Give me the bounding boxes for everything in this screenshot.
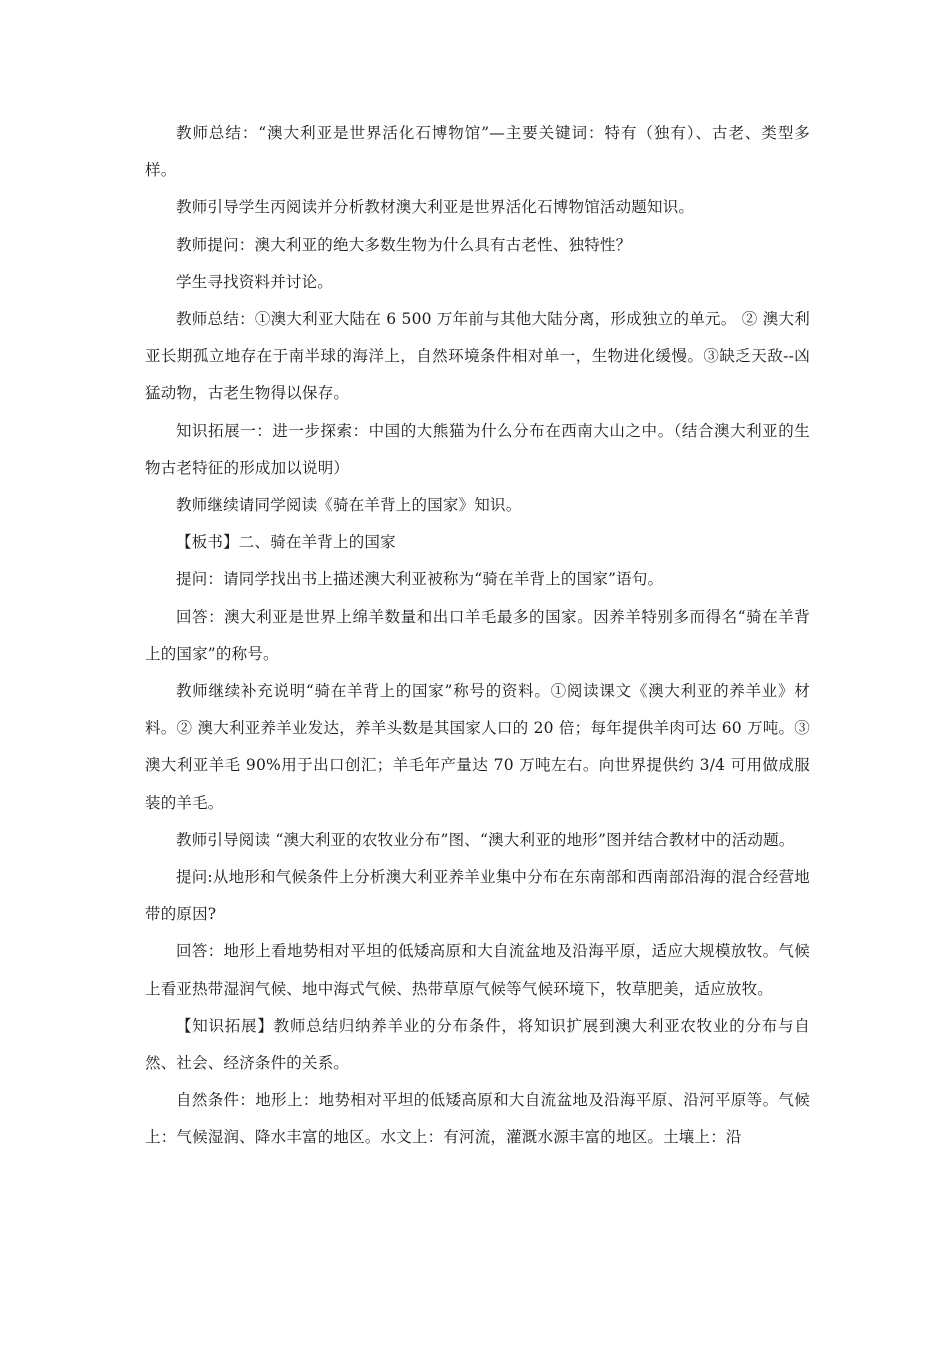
paragraph-teacher-question: 教师提问：澳大利亚的绝大多数生物为什么具有古老性、独特性？ xyxy=(176,235,632,254)
paragraph-knowledge-extension-one: 知识拓展一：进一步探索：中国的大熊猫为什么分布在西南大山之中。（结合澳大利亚的生物古老特征的形成加以说明） xyxy=(145,421,810,477)
paragraph-teacher-guide: 教师引导学生丙阅读并分析教材澳大利亚是世界活化石博物馆活动题知识。 xyxy=(176,198,695,217)
paragraph-guide-maps: 教师引导阅读 “澳大利亚的农牧业分布”图、“澳大利亚的地形”图并结合教材中的活动题。 xyxy=(176,830,795,849)
paragraph-teacher-summary: 教师总结：“澳大利亚是世界活化石博物馆”—主要关键词：特有（独有）、古老、类型多样。 xyxy=(145,124,810,180)
paragraph-answer-distribution: 回答：地形上看地势相对平坦的低矮高原和大自流盆地及沿海平原，适应大规模放牧。气候上看亚热带湿润气候、地中海式气候、热带草原气候等气候环境下，牧草肥美，适应放牧。 xyxy=(145,942,810,998)
paragraph-knowledge-extension: 【知识拓展】教师总结归纳养羊业的分布条件，将知识扩展到澳大利亚农牧业的分布与自然、社会、经济条件的关系。 xyxy=(145,1016,810,1073)
paragraph-question-distribution: 提问:从地形和气候条件上分析澳大利亚养羊业集中分布在东南部和西南部沿海的混合经营地带的原因? xyxy=(145,868,810,924)
paragraph-question-sheep: 提问：请同学找出书上描述澳大利亚被称为“骑在羊背上的国家”语句。 xyxy=(176,570,664,589)
paragraph-supplement-sheep: 教师继续补充说明“骑在羊背上的国家”称号的资料。①阅读课文《澳大利亚的养羊业》材料。② 澳大利亚养羊业发达，养羊头数是其国家人口的 20 倍；每年提供羊肉可达 60 万吨。③澳大利亚羊毛 90%用于出口创汇；羊毛年产量达 70 万吨左右。向世界提供约 3/4 可用做成服装的羊毛。 xyxy=(145,682,810,812)
paragraph-natural-conditions: 自然条件：地形上：地势相对平坦的低矮高原和大自流盆地及沿海平原、沿河平原等。气候上：气候湿润、降水丰富的地区。水文上：有河流，灌溉水源丰富的地区。土壤上：沿 xyxy=(145,1091,810,1147)
paragraph-teacher-reading: 教师继续请同学阅读《骑在羊背上的国家》知识。 xyxy=(176,496,522,515)
paragraph-board-title: 【板书】二、骑在羊背上的国家 xyxy=(176,533,396,552)
document-page xyxy=(145,115,810,1157)
paragraph-teacher-summary-reasons: 教师总结：①澳大利亚大陆在 6 500 万年前与其他大陆分离，形成独立的单元。 ② 澳大利亚长期孤立地存在于南半球的海洋上，自然环境条件相对单一，生物进化缓慢。③缺乏天敌--凶猛动物，古老生物得以保存。 xyxy=(145,310,810,403)
paragraph-answer-sheep: 回答：澳大利亚是世界上绵羊数量和出口羊毛最多的国家。因养羊特别多而得名“骑在羊背上的国家”的称号。 xyxy=(145,607,810,663)
paragraph-student-discussion: 学生寻找资料并讨论。 xyxy=(176,272,334,291)
